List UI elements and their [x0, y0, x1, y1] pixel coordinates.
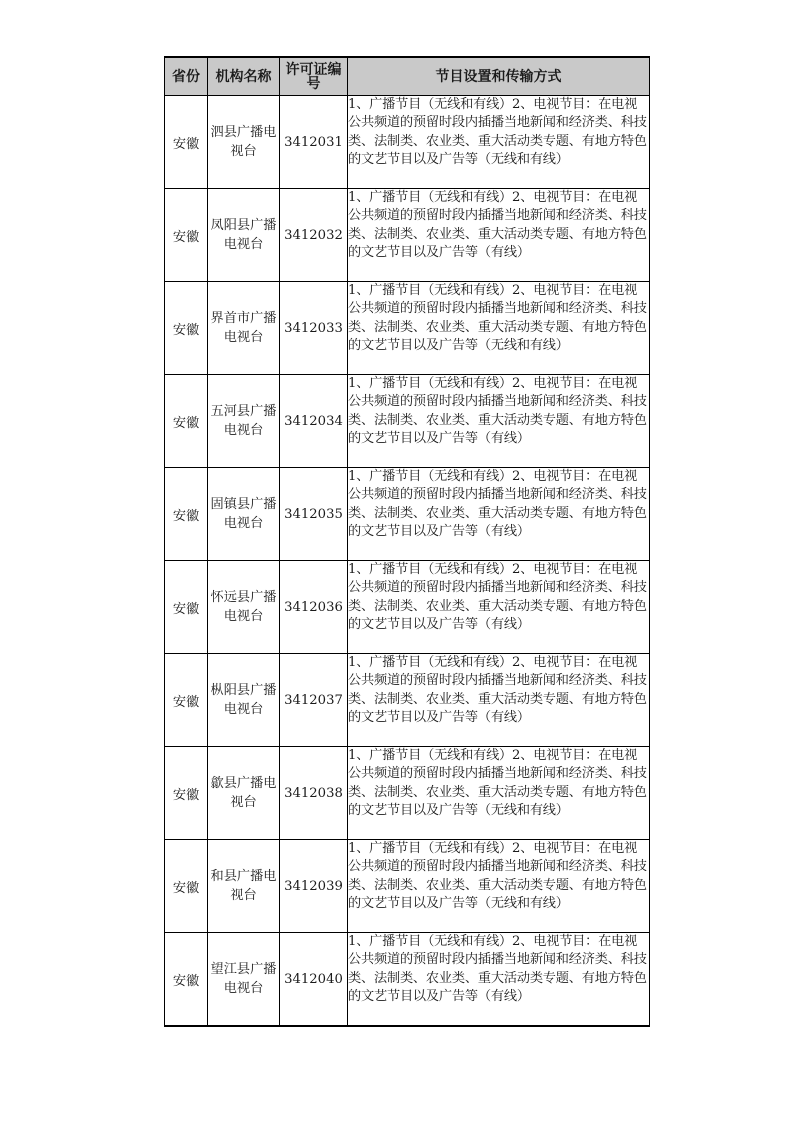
table-row: [165, 561, 650, 654]
table-row: [165, 654, 650, 747]
cell-program-desc: 1、广播节目（无线和有线）2、电视节目：在电视公共频道的预留时段内插播当地新闻和经济类、科技类、法制类、农业类、重大活动类专题、有地方特色的文艺节目以及广告等（有线）: [348, 561, 650, 654]
cell-license-no: 3412037: [280, 654, 348, 747]
cell-province: 安徽: [165, 189, 208, 282]
cell-org-name: 五河县广播电视台: [208, 375, 280, 468]
cell-program-desc: 1、广播节目（无线和有线）2、电视节目：在电视公共频道的预留时段内插播当地新闻和经济类、科技类、法制类、农业类、重大活动类专题、有地方特色的文艺节目以及广告等（有线）: [348, 189, 650, 282]
cell-org-name: 枞阳县广播电视台: [208, 654, 280, 747]
cell-province: 安徽: [165, 375, 208, 468]
license-table: [164, 56, 650, 1027]
cell-org-name: 泗县广播电视台: [208, 96, 280, 189]
table-row: [165, 96, 650, 189]
cell-program-desc: 1、广播节目（无线和有线）2、电视节目：在电视公共频道的预留时段内插播当地新闻和经济类、科技类、法制类、农业类、重大活动类专题、有地方特色的文艺节目以及广告等（有线）: [348, 468, 650, 561]
table-row: [165, 840, 650, 933]
cell-org-name: 怀远县广播电视台: [208, 561, 280, 654]
table-row: [165, 375, 650, 468]
header-org-name: 机构名称: [208, 57, 280, 96]
cell-program-desc: 1、广播节目（无线和有线）2、电视节目：在电视公共频道的预留时段内插播当地新闻和经济类、科技类、法制类、农业类、重大活动类专题、有地方特色的文艺节目以及广告等（无线和有线）: [348, 282, 650, 375]
cell-license-no: 3412036: [280, 561, 348, 654]
table-row: [165, 468, 650, 561]
cell-license-no: 3412040: [280, 933, 348, 1027]
cell-license-no: 3412038: [280, 747, 348, 840]
cell-province: 安徽: [165, 468, 208, 561]
header-license-no: 许可证编号: [280, 57, 348, 96]
header-program: 节目设置和传输方式: [348, 57, 650, 96]
cell-program-desc: 1、广播节目（无线和有线）2、电视节目：在电视公共频道的预留时段内插播当地新闻和经济类、科技类、法制类、农业类、重大活动类专题、有地方特色的文艺节目以及广告等（无线和有线）: [348, 96, 650, 189]
cell-province: 安徽: [165, 840, 208, 933]
cell-license-no: 3412033: [280, 282, 348, 375]
cell-province: 安徽: [165, 933, 208, 1027]
cell-org-name: 望江县广播电视台: [208, 933, 280, 1027]
cell-org-name: 固镇县广播电视台: [208, 468, 280, 561]
table-row: [165, 282, 650, 375]
cell-license-no: 3412032: [280, 189, 348, 282]
cell-program-desc: 1、广播节目（无线和有线）2、电视节目：在电视公共频道的预留时段内插播当地新闻和经济类、科技类、法制类、农业类、重大活动类专题、有地方特色的文艺节目以及广告等（有线）: [348, 375, 650, 468]
cell-province: 安徽: [165, 282, 208, 375]
cell-org-name: 歙县广播电视台: [208, 747, 280, 840]
table-row: [165, 747, 650, 840]
table-row: [165, 933, 650, 1027]
cell-province: 安徽: [165, 96, 208, 189]
cell-license-no: 3412039: [280, 840, 348, 933]
cell-program-desc: 1、广播节目（无线和有线）2、电视节目：在电视公共频道的预留时段内插播当地新闻和经济类、科技类、法制类、农业类、重大活动类专题、有地方特色的文艺节目以及广告等（有线）: [348, 654, 650, 747]
cell-license-no: 3412035: [280, 468, 348, 561]
cell-license-no: 3412031: [280, 96, 348, 189]
cell-license-no: 3412034: [280, 375, 348, 468]
cell-province: 安徽: [165, 654, 208, 747]
cell-province: 安徽: [165, 561, 208, 654]
table-row: [165, 189, 650, 282]
cell-province: 安徽: [165, 747, 208, 840]
header-province: 省份: [165, 57, 208, 96]
cell-program-desc: 1、广播节目（无线和有线）2、电视节目：在电视公共频道的预留时段内插播当地新闻和经济类、科技类、法制类、农业类、重大活动类专题、有地方特色的文艺节目以及广告等（无线和有线）: [348, 840, 650, 933]
cell-program-desc: 1、广播节目（无线和有线）2、电视节目：在电视公共频道的预留时段内插播当地新闻和经济类、科技类、法制类、农业类、重大活动类专题、有地方特色的文艺节目以及广告等（有线）: [348, 933, 650, 1027]
cell-org-name: 界首市广播电视台: [208, 282, 280, 375]
cell-org-name: 凤阳县广播电视台: [208, 189, 280, 282]
cell-org-name: 和县广播电视台: [208, 840, 280, 933]
cell-program-desc: 1、广播节目（无线和有线）2、电视节目：在电视公共频道的预留时段内插播当地新闻和经济类、科技类、法制类、农业类、重大活动类专题、有地方特色的文艺节目以及广告等（无线和有线）: [348, 747, 650, 840]
table-header-row: [165, 57, 650, 96]
